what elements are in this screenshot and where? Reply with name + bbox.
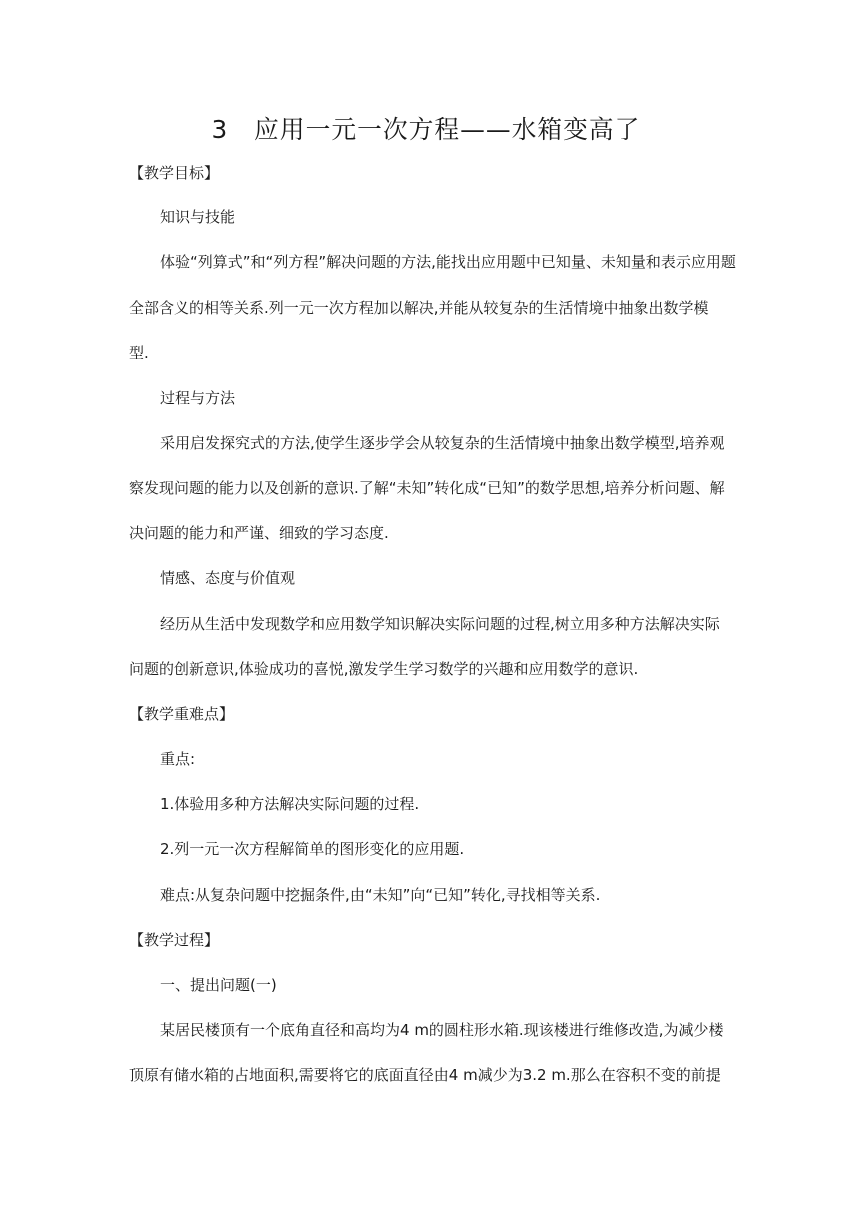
difficulty-line: 难点:从复杂问题中挖掘条件,由“未知”向“已知”转化,寻找相等关系. bbox=[160, 886, 601, 904]
subheading-key-point: 重点: bbox=[160, 750, 196, 768]
subheading-process-method: 过程与方法 bbox=[160, 389, 236, 407]
paragraph-line: 问题的创新意识,体验成功的喜悦,激发学生学习数学的兴趣和应用数学的意识. bbox=[129, 660, 639, 678]
paragraph-line: 体验“列算式”和“列方程”解决问题的方法,能找出应用题中已知量、未知量和表示应用题 bbox=[160, 253, 736, 271]
section-heading-process: 【教学过程】 bbox=[129, 931, 220, 949]
subheading-emotion-attitude: 情感、态度与价值观 bbox=[160, 569, 296, 587]
list-item: 1.体验用多种方法解决实际问题的过程. bbox=[160, 795, 420, 813]
section-heading-key-points: 【教学重难点】 bbox=[129, 705, 235, 723]
subheading-knowledge-skills: 知识与技能 bbox=[160, 208, 236, 226]
paragraph-line: 察发现问题的能力以及创新的意识.了解“未知”转化成“已知”的数学思想,培养分析问题、解 bbox=[129, 479, 725, 497]
paragraph-line: 采用启发探究式的方法,使学生逐步学会从较复杂的生活情境中抽象出数学模型,培养观 bbox=[160, 434, 725, 452]
list-item: 2.列一元一次方程解简单的图形变化的应用题. bbox=[160, 840, 465, 858]
page-title: 3 应用一元一次方程——水箱变高了 bbox=[211, 115, 641, 144]
paragraph-line: 决问题的能力和严谨、细致的学习态度. bbox=[129, 524, 389, 542]
paragraph-line: 全部含义的相等关系.列一元一次方程加以解决,并能从较复杂的生活情境中抽象出数学模 bbox=[129, 299, 709, 317]
section-heading-objectives: 【教学目标】 bbox=[129, 164, 220, 182]
subheading-problem-one: 一、提出问题(一) bbox=[160, 976, 277, 994]
paragraph-line: 经历从生活中发现数学和应用数学知识解决实际问题的过程,树立用多种方法解决实际 bbox=[160, 615, 720, 633]
paragraph-line: 顶原有储水箱的占地面积,需要将它的底面直径由4 m减少为3.2 m.那么在容积不变的前提 bbox=[129, 1066, 721, 1084]
paragraph-line: 型. bbox=[129, 344, 149, 362]
paragraph-line: 某居民楼顶有一个底角直径和高均为4 m的圆柱形水箱.现该楼进行维修改造,为减少楼 bbox=[160, 1021, 724, 1039]
